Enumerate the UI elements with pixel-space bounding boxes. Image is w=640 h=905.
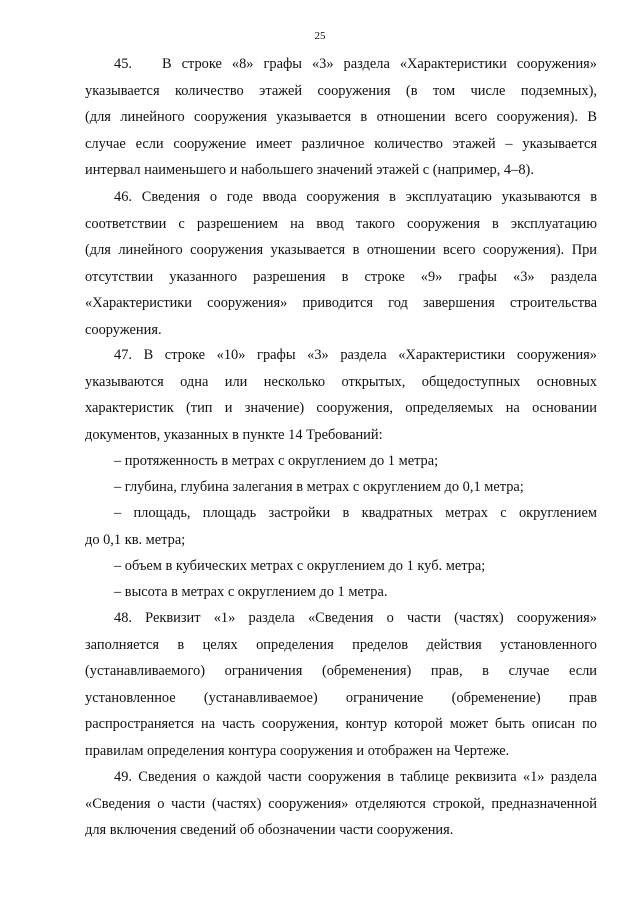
text-line: 47. В строке «10» графы «3» раздела «Характеристики сооружения» [114,347,597,363]
text-line: заполняется в целях определения пределов действия установленного [85,636,597,653]
paragraph-48 [85,605,597,764]
list-item [85,553,597,580]
list-item [85,448,597,475]
text-line: указываются одна или несколько открытых, общедоступных основных [85,373,597,390]
text-line: 46. Сведения о годе ввода сооружения в эксплуатацию указываются в [114,189,597,205]
paragraph-47 [85,342,597,448]
text-line: – протяженность в метрах с округлением до 1 метра; [114,453,439,469]
text-line: документов, указанных в пункте 14 Требований: [85,426,383,443]
text-line: «Сведения о части (частях) сооружения» отделяются строкой, предназначенной [85,795,597,812]
text-line: для включения сведений об обозначении части сооружения. [85,822,454,838]
text-line: (для линейного сооружения указывается в отношении всего сооружения). В [85,109,597,125]
text-line: распространяется на часть сооружения, контур которой может быть описан по [85,716,597,732]
text-line: до 0,1 кв. метра; [85,531,186,548]
text-line: отсутствии указанного разрешения в строке «9» графы «3» раздела [85,268,597,285]
list-item [85,474,597,501]
text-line: – объем в кубических метрах с округлением до 1 куб. метра; [114,558,486,574]
paragraph-46 [85,184,597,343]
text-line: – площадь, площадь застройки в квадратных метрах с округлением [114,505,597,521]
text-line: указывается количество этажей сооружения (в том числе подземных), [85,82,597,99]
text-line: случае если сооружение имеет различное количество этажей – указывается [85,135,597,152]
list-item [85,579,597,606]
text-line: интервал наименьшего и набольшего значений этажей с (например, 4–8). [85,162,534,178]
text-line: характеристик (тип и значение) сооружения, определяемых на основании [85,400,597,416]
text-line: 45. В строке «8» графы «3» раздела «Характеристики сооружения» [114,56,597,72]
text-line: правилам определения контура сооружения и отображен на Чертеже. [85,742,510,759]
text-line: 48. Реквизит «1» раздела «Сведения о части (частях) сооружения» [114,610,597,626]
text-line: (устанавливаемого) ограничения (обременения) прав, в случае если [85,663,597,679]
text-line: (для линейного сооружения указывается в отношении всего сооружения). При [85,242,597,258]
page-number: 25 [314,30,326,42]
paragraph-49 [85,764,597,844]
text-line: – глубина, глубина залегания в метрах с округлением до 0,1 метра; [114,479,524,495]
text-line: сооружения. [85,321,162,338]
text-line: установленное (устанавливаемое) ограничение (обременение) прав [85,689,597,706]
text-line: 49. Сведения о каждой части сооружения в таблице реквизита «1» раздела [114,769,597,785]
paragraph-45 [85,51,597,184]
list-item [85,500,597,553]
text-line: «Характеристики сооружения» приводится год завершения строительства [85,295,597,311]
text-line: соответствии с разрешением на ввод такого сооружения в эксплуатацию [85,215,597,232]
text-line: – высота в метрах с округлением до 1 метра. [114,584,388,600]
